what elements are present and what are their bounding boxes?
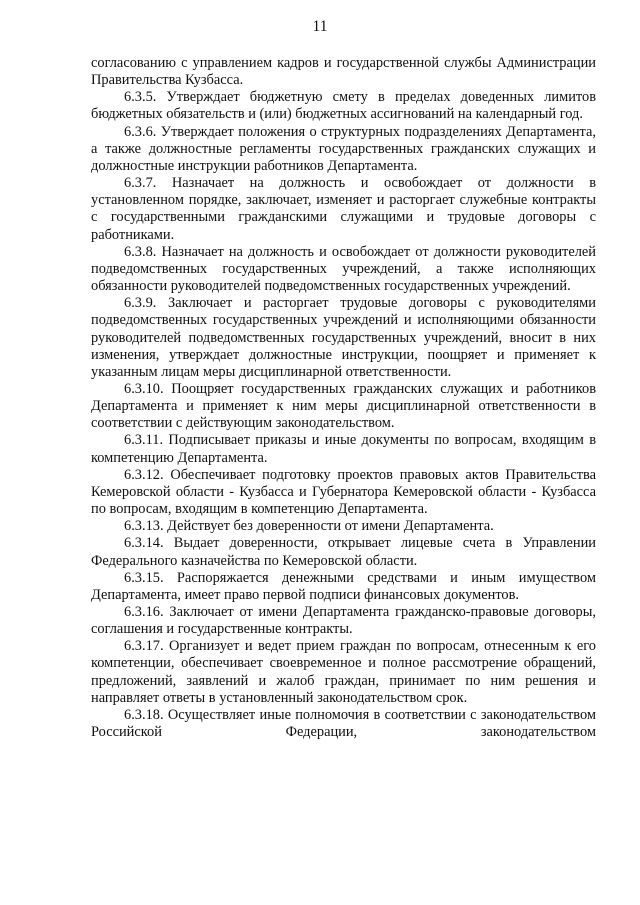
paragraph: 6.3.6. Утверждает положения о структурных подразделениях Департамента, а также должностные регламенты государственных гражданских служащих и должностные инструкции работников Департамента. (91, 123, 596, 174)
paragraph: 6.3.11. Подписывает приказы и иные документы по вопросам, входящим в компетенцию Департамента. (91, 432, 596, 466)
paragraph: 6.3.7. Назначает на должность и освобождает от должности в установленном порядке, заключает, изменяет и расторгает служебные контракты с государственными гражданскими служащими и трудовые договоры с работниками. (91, 175, 596, 243)
page-number: 11 (312, 18, 328, 35)
paragraph: 6.3.9. Заключает и расторгает трудовые договоры с руководителями подведомственных государственных учреждений и исполняющими обязанности руководителей подведомственных государственных учреждений, вносит в них изменения, утверждает должностные инструкции, поощряет и применяет к указанным лицам меры дисциплинарной ответственности. (91, 295, 596, 380)
paragraph: 6.3.10. Поощряет государственных гражданских служащих и работников Департамента и применяет к ним меры дисциплинарной ответственности в соответствии с действующим законодательством. (91, 380, 596, 432)
paragraph: 6.3.5. Утверждает бюджетную смету в пределах доведенных лимитов бюджетных обязательств и (или) бюджетных ассигнований на календарный год. (91, 89, 596, 123)
paragraph: 6.3.18. Осуществляет иные полномочия в соответствии с законодательством Российской Федерации, законодательством (91, 706, 596, 741)
document-body (91, 55, 596, 741)
paragraph: 6.3.14. Выдает доверенности, открывает лицевые счета в Управлении Федерального казначейства по Кемеровской области. (91, 535, 596, 569)
paragraph: 6.3.16. Заключает от имени Департамента гражданско-правовые договоры, соглашения и государственные контракты. (91, 604, 596, 638)
paragraph: 6.3.13. Действует без доверенности от имени Департамента. (124, 518, 494, 535)
paragraph: согласованию с управлением кадров и государственной службы Администрации Правительства Кузбасса. (91, 55, 596, 89)
paragraph: 6.3.17. Организует и ведет прием граждан по вопросам, отнесенным к его компетенции, обеспечивает своевременное и полное рассмотрение обращений, предложений, заявлений и жалоб граждан, принимает по ним решения и направляет ответы в установленный законодательством срок. (91, 638, 596, 706)
paragraph: 6.3.8. Назначает на должность и освобождает от должности руководителей подведомственных государственных учреждений, а также исполняющих обязанности руководителей подведомственных государственных учреждений. (91, 243, 596, 295)
paragraph: 6.3.15. Распоряжается денежными средствами и иным имуществом Департамента, имеет право первой подписи финансовых документов. (91, 569, 596, 603)
paragraph: 6.3.12. Обеспечивает подготовку проектов правовых актов Правительства Кемеровской области - Кузбасса и Губернатора Кемеровской области - Кузбасса по вопросам, входящим в компетенцию Департамента. (91, 466, 596, 518)
